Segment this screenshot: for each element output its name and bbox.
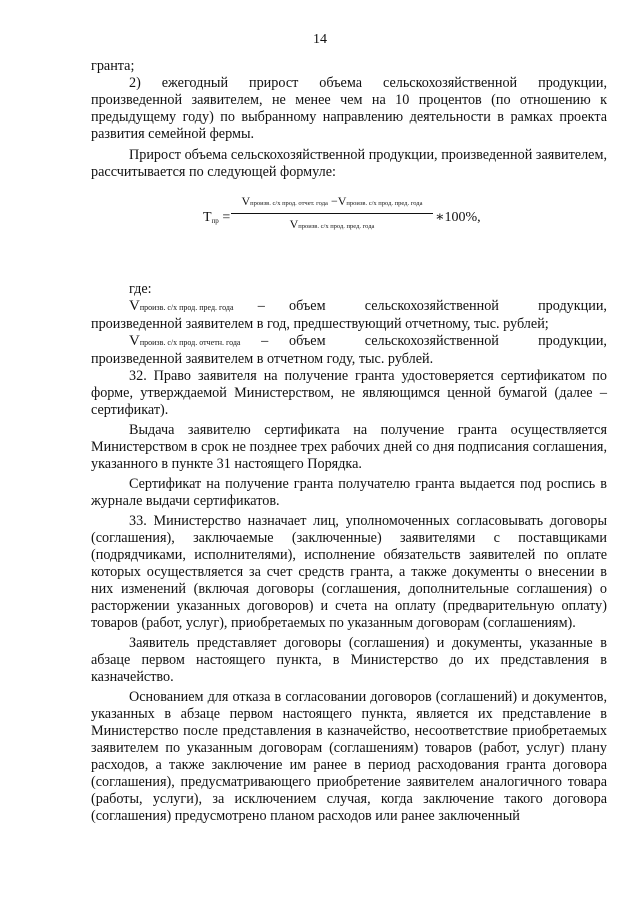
formula-fraction	[231, 193, 433, 235]
variable-definition-cont	[91, 316, 607, 333]
where-label: где:	[129, 281, 152, 297]
paragraph: Сертификат на получение гранта получателю гранта выдается под роспись в журнале выдачи сертификатов.	[91, 476, 607, 509]
formula-denominator: Vпроизв. с/х прод. пред. года	[289, 217, 375, 231]
paragraph: Основанием для отказа в согласовании договоров (соглашений) и документов, указанных в абзаце первом настоящего пункта, является их представление в Министерство после представления в казначейство, несоответствие приобретаемых заявителем по указанным договорам (соглашениям) товаров (работ, услуг) плану расходов, а также заключение им ранее в период расходования гранта договора (соглашения), предусматривающего приобретение заявителем аналогичного товара (работы, услуги), за исключением случая, когда заключение такого договора (соглашения) предусмотрено планом расходов или ранее заключенный	[91, 689, 607, 824]
formula-tail: ∗100%,	[435, 210, 481, 225]
page-number: 14	[313, 32, 327, 47]
variable-definition: Vпроизв. с/х прод. отчетн. года – объем сельскохозяйственной продукции,	[129, 333, 607, 349]
paragraph: 32. Право заявителя на получение гранта удостоверяется сертификатом по форме, утверждаемой Министерством, не являющимся ценной бумагой (далее – сертификат).	[91, 368, 607, 418]
paragraph: Прирост объема сельскохозяйственной продукции, произведенной заявителем, рассчитывается по следующей формуле:	[91, 147, 607, 180]
v1-definition-line2: произведенной заявителем в год, предшествующий отчетному, тыс. рублей;	[91, 316, 549, 332]
variable-definition-cont	[91, 351, 607, 368]
paragraph: Выдача заявителю сертификата на получение гранта осуществляется Министерством в срок не позднее трех рабочих дней со дня подписания соглашения, указанного в пункте 31 настоящего Порядка.	[91, 422, 607, 472]
formula-lhs: Tпр =	[203, 210, 231, 225]
paragraph: 2) ежегодный прирост объема сельскохозяйственной продукции, произведенной заявителем, не менее чем на 10 процентов (по отношению к предыдущему году) по выбранному направлению деятельности в рамках проекта развития семейной фермы.	[91, 75, 607, 142]
fraction-bar	[231, 213, 433, 214]
growth-formula	[91, 181, 607, 281]
paragraph: 33. Министерство назначает лиц, уполномоченных согласовывать договоры (соглашения), заключаемые (заключенные) заявителями с поставщиками (подрядчиками, исполнителями), исполнение обязательств заявителей по оплате которых осуществляется за счет средств гранта, а также документы о внесении в них изменений (включая договоры (соглашения, дополнительные соглашения) о расторжении указанных договоров) и счета на оплату (предварительную оплату) товаров (работ, услуг), приобретаемых по указанным договорам (соглашениям).	[91, 513, 607, 631]
paragraph: гранта;	[91, 58, 135, 74]
variable-definition: Vпроизв. с/х прод. пред. года – объем сельскохозяйственной продукции,	[129, 298, 607, 314]
paragraph: Заявитель представляет договоры (соглашения) и документы, указанные в абзаце первом настоящего пункта, в Министерство до их представления в казначейство.	[91, 635, 607, 685]
page-body	[91, 58, 607, 825]
v2-definition-line2: произведенной заявителем в отчетном году, тыс. рублей.	[91, 351, 434, 367]
formula-numerator: Vпроизв. с/х прод. отчет. года −Vпроизв. с/х прод. пред. года	[241, 194, 423, 208]
